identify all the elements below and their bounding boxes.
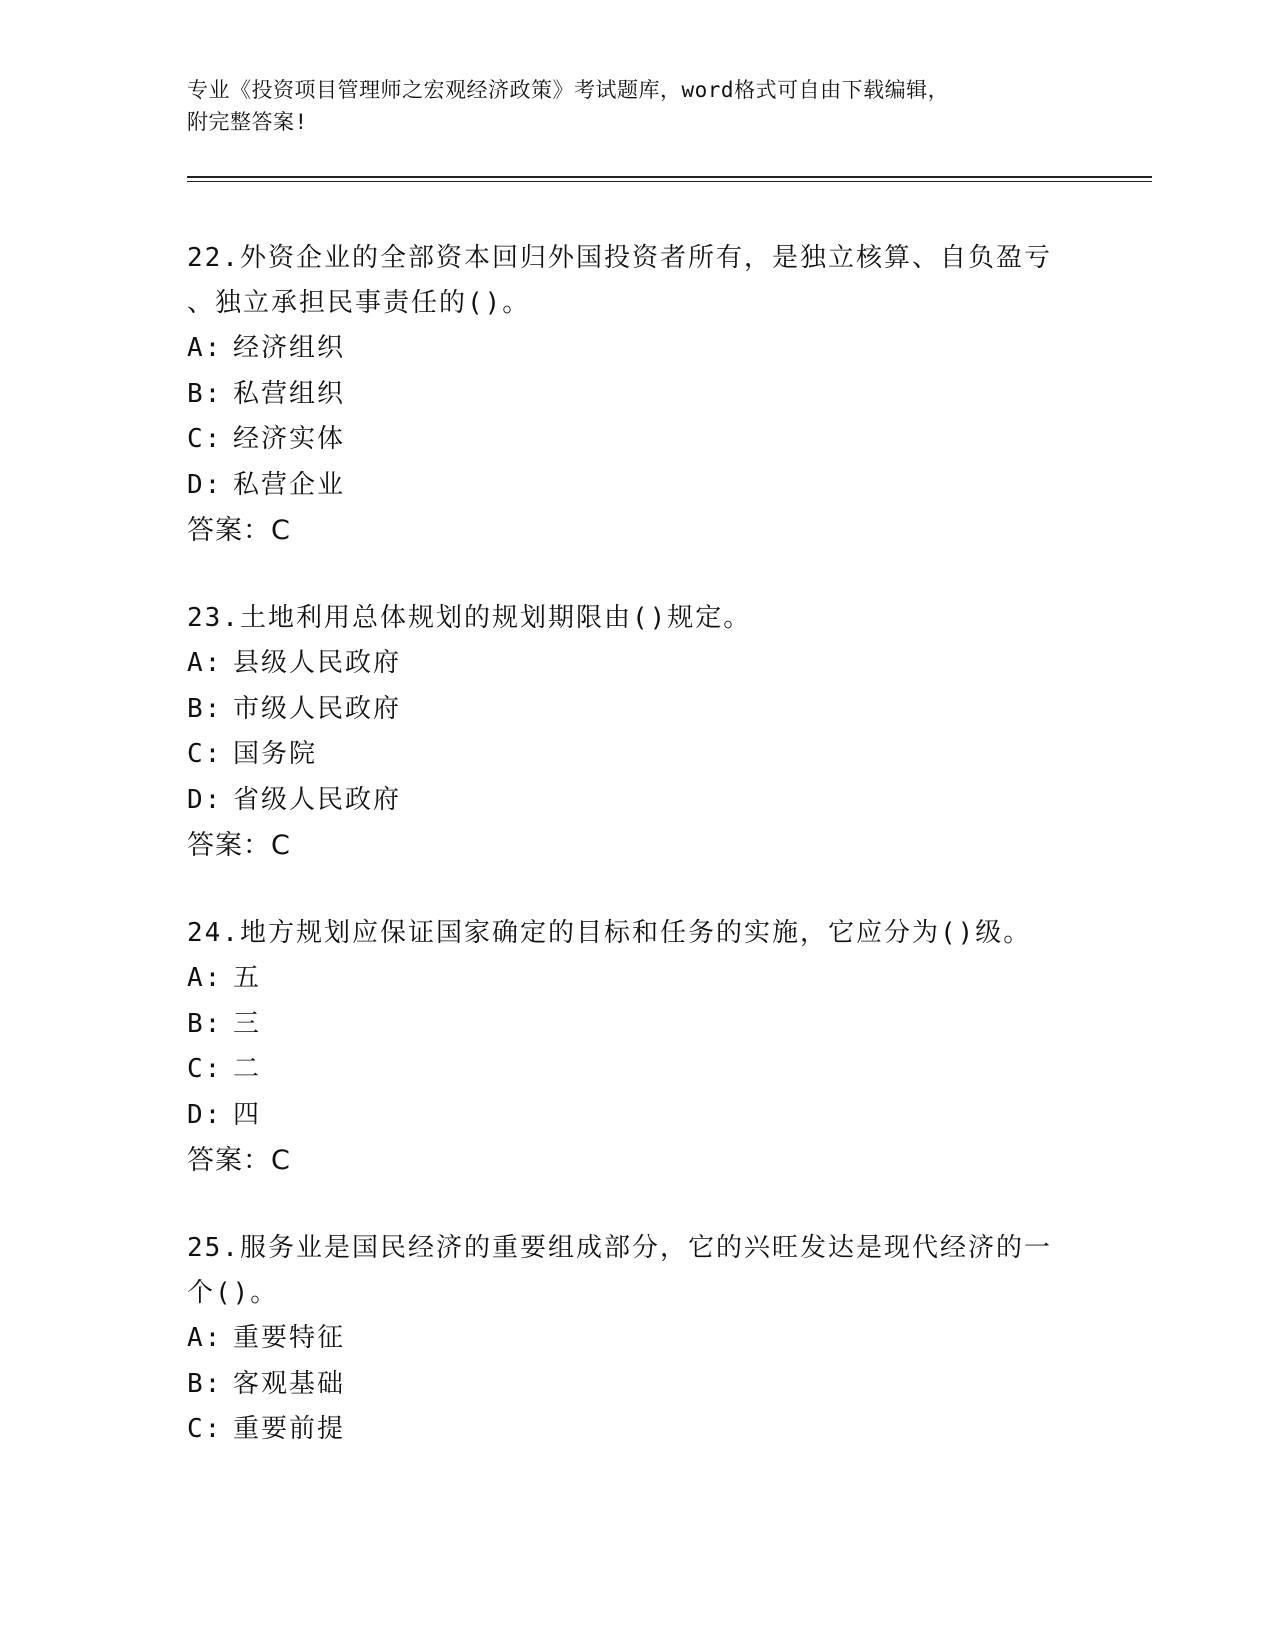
- option-text: 经济实体: [233, 424, 346, 454]
- option-a: [187, 326, 1087, 372]
- option-key: A:: [187, 333, 223, 363]
- option-c: [187, 417, 1087, 463]
- question-22: [187, 236, 1087, 554]
- option-key: C:: [187, 424, 223, 454]
- option-b: [187, 1002, 1087, 1048]
- option-key: B:: [187, 1368, 223, 1399]
- header-line-2: 附完整答案!: [187, 110, 308, 134]
- question-stem: [187, 911, 1087, 956]
- option-text: 二: [233, 1054, 262, 1084]
- option-c: [187, 1047, 1087, 1093]
- option-text: 重要前提: [233, 1414, 346, 1444]
- stem-line: 个()。: [187, 1278, 279, 1308]
- option-c: [187, 1407, 1087, 1453]
- option-key: D:: [187, 469, 223, 500]
- question-23: [187, 596, 1087, 869]
- option-a: [187, 1316, 1087, 1362]
- option-d: [187, 463, 1087, 509]
- option-c: [187, 732, 1087, 778]
- option-b: [187, 372, 1087, 418]
- stem-line: 22.外资企业的全部资本回归外国投资者所有，是独立核算、自负盈亏: [187, 243, 1052, 273]
- option-a: [187, 956, 1087, 1002]
- question-24: [187, 911, 1087, 1184]
- option-text: 四: [233, 1099, 262, 1130]
- option-key: B:: [187, 1008, 223, 1039]
- option-text: 经济组织: [233, 333, 346, 363]
- option-d: [187, 778, 1087, 824]
- document-header: [187, 74, 1087, 138]
- option-key: A:: [187, 1323, 223, 1353]
- option-text: 国务院: [233, 739, 318, 769]
- option-text: 五: [233, 963, 262, 993]
- answer-line: 答案：C: [187, 830, 291, 861]
- option-key: D:: [187, 1099, 223, 1130]
- question-stem: [187, 236, 1087, 326]
- question-25: [187, 1226, 1087, 1453]
- question-list: [187, 236, 1087, 1495]
- option-key: C:: [187, 1414, 223, 1444]
- option-text: 市级人民政府: [233, 693, 402, 724]
- option-key: C:: [187, 739, 223, 769]
- answer-line: 答案：C: [187, 515, 291, 546]
- header-line-1: 专业《投资项目管理师之宏观经济政策》考试题库，word格式可自由下载编辑，: [187, 78, 950, 102]
- header-divider-thin: [187, 181, 1152, 182]
- option-key: B:: [187, 693, 223, 724]
- option-key: B:: [187, 378, 223, 409]
- header-divider-thick: [187, 176, 1152, 178]
- option-d: [187, 1093, 1087, 1139]
- option-key: A:: [187, 963, 223, 993]
- option-text: 客观基础: [233, 1368, 346, 1399]
- stem-line: 23.土地利用总体规划的规划期限由()规定。: [187, 603, 752, 633]
- answer-line: 答案：C: [187, 1145, 291, 1176]
- option-b: [187, 1362, 1087, 1408]
- option-text: 私营企业: [233, 469, 346, 500]
- option-text: 省级人民政府: [233, 784, 402, 815]
- option-text: 重要特征: [233, 1323, 346, 1353]
- option-b: [187, 687, 1087, 733]
- option-text: 三: [233, 1008, 262, 1039]
- option-text: 县级人民政府: [233, 648, 402, 678]
- option-key: D:: [187, 784, 223, 815]
- option-key: A:: [187, 648, 223, 678]
- option-key: C:: [187, 1054, 223, 1084]
- option-text: 私营组织: [233, 378, 346, 409]
- stem-line: 、独立承担民事责任的()。: [187, 288, 531, 318]
- question-stem: [187, 1226, 1087, 1316]
- question-stem: [187, 596, 1087, 641]
- stem-line: 25.服务业是国民经济的重要组成部分，它的兴旺发达是现代经济的一: [187, 1233, 1052, 1263]
- stem-line: 24.地方规划应保证国家确定的目标和任务的实施，它应分为()级。: [187, 918, 1032, 948]
- option-a: [187, 641, 1087, 687]
